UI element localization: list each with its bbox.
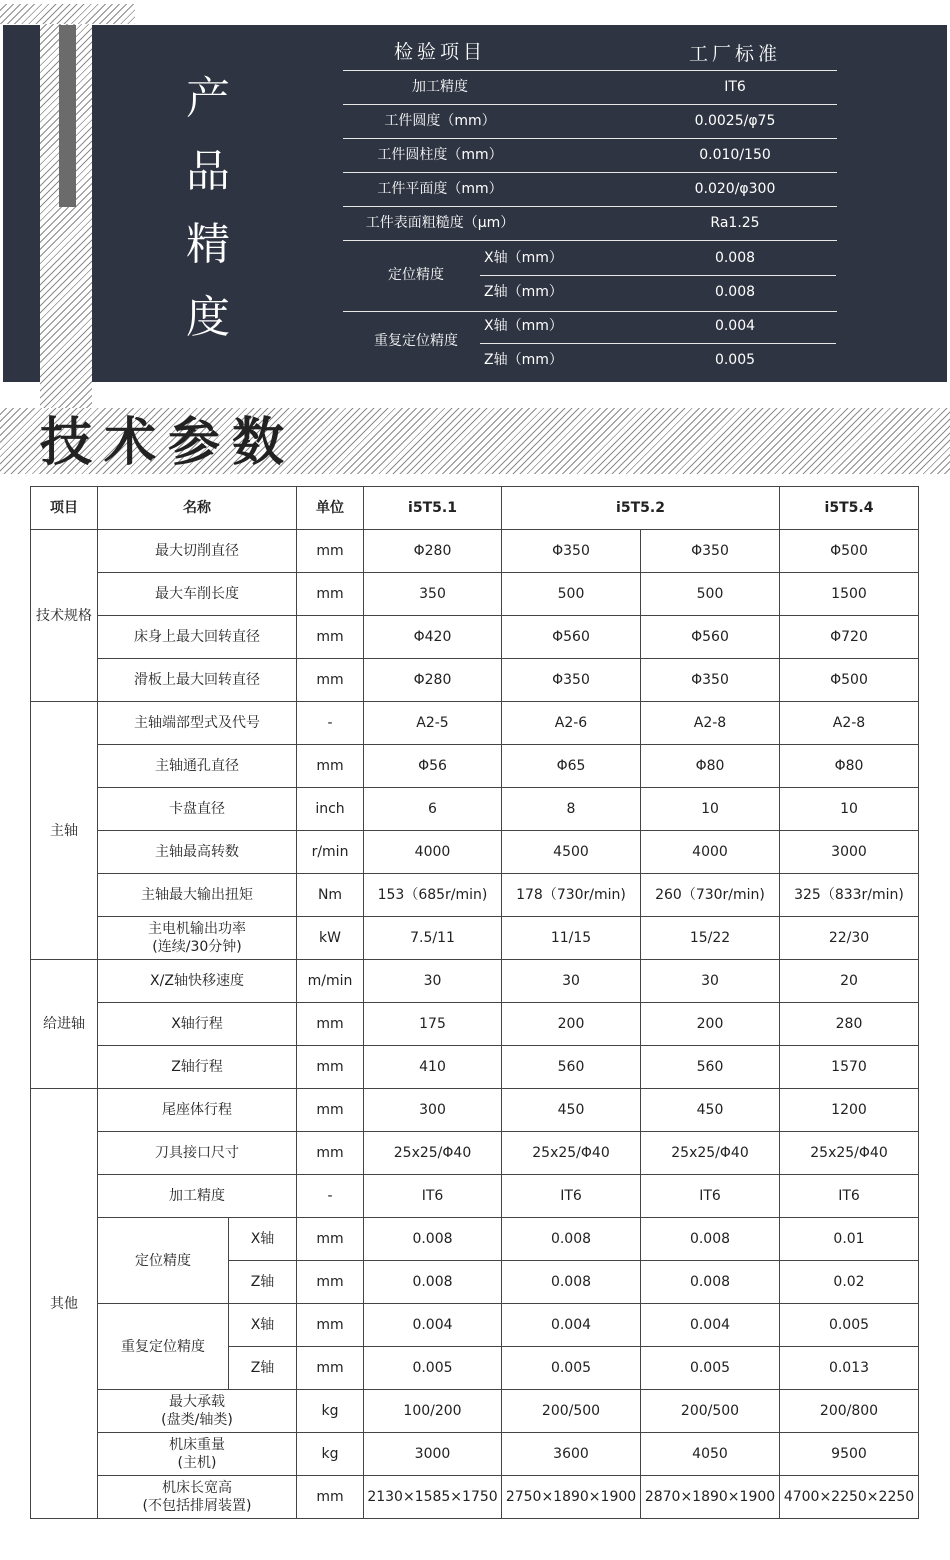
table-row xyxy=(31,788,919,831)
value-cell: 0.005 xyxy=(364,1347,502,1390)
unit-cell: mm xyxy=(297,1304,364,1347)
value-cell: 9500 xyxy=(780,1433,919,1476)
value-cell: 200 xyxy=(502,1003,641,1046)
precision-row xyxy=(343,139,837,173)
value-cell: 30 xyxy=(364,960,502,1003)
value-cell: 0.02 xyxy=(780,1261,919,1304)
precision-item: 工件表面粗糙度（μm） xyxy=(365,215,515,231)
table-row xyxy=(31,960,919,1003)
panel-title-char: 精 xyxy=(186,219,230,270)
table-row xyxy=(31,702,919,745)
table-row xyxy=(31,530,919,573)
panel-title-char: 度 xyxy=(186,292,230,343)
name-cell: 最大车削长度 xyxy=(98,573,297,616)
precision-item: 加工精度 xyxy=(412,79,468,95)
header-item: 检验项目 xyxy=(393,41,486,63)
value-cell: 0.013 xyxy=(780,1347,919,1390)
value-cell: 0.008 xyxy=(641,1261,780,1304)
unit-cell: mm xyxy=(297,1347,364,1390)
header-cell: i5T5.4 xyxy=(780,487,919,530)
value-cell: 3600 xyxy=(502,1433,641,1476)
unit-cell: mm xyxy=(297,1476,364,1519)
panel-title xyxy=(178,62,238,354)
unit-cell: mm xyxy=(297,1132,364,1175)
table-row xyxy=(31,745,919,788)
precision-row xyxy=(343,173,837,207)
unit-cell: - xyxy=(297,1175,364,1218)
value-cell: Φ350 xyxy=(502,530,641,573)
precision-axis: X轴（mm） xyxy=(484,318,563,334)
precision-row xyxy=(343,207,837,241)
unit-cell: Nm xyxy=(297,874,364,917)
name-cell: 最大切削直径 xyxy=(98,530,297,573)
value-cell: 200/800 xyxy=(780,1390,919,1433)
name-cell: 床身上最大回转直径 xyxy=(98,616,297,659)
value-cell: 11/15 xyxy=(502,917,641,960)
value-cell: 0.004 xyxy=(364,1304,502,1347)
precision-value: IT6 xyxy=(724,79,746,95)
value-cell: IT6 xyxy=(364,1175,502,1218)
precision-value: 0.008 xyxy=(714,284,756,300)
table-row xyxy=(31,1132,919,1175)
value-cell: 200/500 xyxy=(641,1390,780,1433)
name-cell: 加工精度 xyxy=(98,1175,297,1218)
value-cell: 500 xyxy=(502,573,641,616)
value-cell: 10 xyxy=(641,788,780,831)
name-cell: 主轴最大输出扭矩 xyxy=(98,874,297,917)
value-cell: Φ350 xyxy=(641,530,780,573)
value-cell: Φ80 xyxy=(641,745,780,788)
value-cell: Φ500 xyxy=(780,530,919,573)
name-line: (盘类/轴类) xyxy=(161,1412,233,1428)
value-cell: A2-5 xyxy=(364,702,502,745)
table-row xyxy=(31,1218,919,1261)
decorative-bar xyxy=(59,25,76,207)
table-row xyxy=(31,1390,919,1433)
value-cell: 153（685r/min) xyxy=(364,874,502,917)
precision-axis: Z轴（mm） xyxy=(484,352,563,368)
table-row xyxy=(31,874,919,917)
value-cell: 100/200 xyxy=(364,1390,502,1433)
unit-cell: mm xyxy=(297,1046,364,1089)
value-cell: 0.01 xyxy=(780,1218,919,1261)
value-cell: 200 xyxy=(641,1003,780,1046)
value-cell: 30 xyxy=(502,960,641,1003)
unit-cell: inch xyxy=(297,788,364,831)
value-cell: Φ720 xyxy=(780,616,919,659)
value-cell: Φ280 xyxy=(364,530,502,573)
value-cell: 22/30 xyxy=(780,917,919,960)
value-cell: 500 xyxy=(641,573,780,616)
precision-value: 0.020/φ300 xyxy=(694,181,776,197)
value-cell: 1200 xyxy=(780,1089,919,1132)
name-line: (不包括排屑装置) xyxy=(142,1498,252,1514)
precision-row xyxy=(343,71,837,105)
unit-cell: mm xyxy=(297,1003,364,1046)
value-cell: 260（730r/min) xyxy=(641,874,780,917)
value-cell: 8 xyxy=(502,788,641,831)
precision-item: 工件圆度（mm） xyxy=(384,113,496,129)
name-cell xyxy=(98,917,297,960)
panel-title-char: 产 xyxy=(186,73,230,124)
value-cell: IT6 xyxy=(502,1175,641,1218)
value-cell: 20 xyxy=(780,960,919,1003)
value-cell: Φ65 xyxy=(502,745,641,788)
value-cell: 4000 xyxy=(641,831,780,874)
value-cell: 6 xyxy=(364,788,502,831)
category-cell: 其他 xyxy=(31,1089,98,1519)
value-cell: 300 xyxy=(364,1089,502,1132)
value-cell: 1570 xyxy=(780,1046,919,1089)
category-cell: 给进轴 xyxy=(31,960,98,1089)
value-cell: 0.005 xyxy=(502,1347,641,1390)
axis-cell: X轴 xyxy=(229,1218,297,1261)
name-line: 机床长宽高 xyxy=(162,1480,232,1496)
name-cell: 刀具接口尺寸 xyxy=(98,1132,297,1175)
value-cell: 0.005 xyxy=(641,1347,780,1390)
precision-sub-row xyxy=(480,310,836,344)
value-cell: 25x25/Φ40 xyxy=(364,1132,502,1175)
value-cell: 2870×1890×1900 xyxy=(641,1476,780,1519)
name-cell: Z轴行程 xyxy=(98,1046,297,1089)
precision-value: 0.0025/φ75 xyxy=(694,113,776,129)
value-cell: 178（730r/min) xyxy=(502,874,641,917)
value-cell: 4700×2250×2250 xyxy=(780,1476,919,1519)
value-cell: 25x25/Φ40 xyxy=(641,1132,780,1175)
axis-cell: Z轴 xyxy=(229,1261,297,1304)
unit-cell: mm xyxy=(297,616,364,659)
precision-sub-row xyxy=(480,242,836,276)
table-row xyxy=(31,573,919,616)
value-cell: 4050 xyxy=(641,1433,780,1476)
header-cell: 名称 xyxy=(98,487,297,530)
precision-sub-row xyxy=(480,276,836,310)
table-row xyxy=(31,1089,919,1132)
axis-cell: X轴 xyxy=(229,1304,297,1347)
table-row xyxy=(31,1003,919,1046)
precision-axis: X轴（mm） xyxy=(484,250,563,266)
precision-item: 工件圆柱度（mm） xyxy=(377,147,503,163)
value-cell: 30 xyxy=(641,960,780,1003)
value-cell: Φ500 xyxy=(780,659,919,702)
table-row xyxy=(31,1433,919,1476)
value-cell: A2-8 xyxy=(641,702,780,745)
value-cell: 0.008 xyxy=(502,1261,641,1304)
table-row xyxy=(31,1304,919,1347)
table-row xyxy=(31,917,919,960)
precision-sub-row xyxy=(480,344,836,378)
unit-cell: mm xyxy=(297,1261,364,1304)
header-cell: i5T5.2 xyxy=(502,487,780,530)
value-cell: 25x25/Φ40 xyxy=(502,1132,641,1175)
name-cell xyxy=(98,1390,297,1433)
unit-cell: mm xyxy=(297,530,364,573)
value-cell: 3000 xyxy=(364,1433,502,1476)
precision-group-label: 定位精度 xyxy=(388,267,444,283)
value-cell: 0.008 xyxy=(641,1218,780,1261)
axis-cell: Z轴 xyxy=(229,1347,297,1390)
table-row xyxy=(31,1476,919,1519)
spec-table xyxy=(30,486,919,1519)
precision-value: 0.004 xyxy=(714,318,756,334)
value-cell: IT6 xyxy=(641,1175,780,1218)
value-cell: 7.5/11 xyxy=(364,917,502,960)
precision-group-label: 重复定位精度 xyxy=(374,333,458,349)
value-cell: 0.008 xyxy=(502,1218,641,1261)
value-cell: 0.005 xyxy=(780,1304,919,1347)
unit-cell: m/min xyxy=(297,960,364,1003)
value-cell: 560 xyxy=(502,1046,641,1089)
name-cell: 滑板上最大回转直径 xyxy=(98,659,297,702)
value-cell: 4500 xyxy=(502,831,641,874)
name-line: 机床重量 xyxy=(169,1437,225,1453)
value-cell: 350 xyxy=(364,573,502,616)
name-line: (主机) xyxy=(177,1455,217,1471)
precision-value: 0.010/150 xyxy=(699,147,771,163)
name-cell: 主轴端部型式及代号 xyxy=(98,702,297,745)
precision-value: 0.005 xyxy=(714,352,756,368)
table-row xyxy=(31,659,919,702)
unit-cell: kg xyxy=(297,1390,364,1433)
precision-item: 工件平面度（mm） xyxy=(377,181,503,197)
name-cell xyxy=(98,1433,297,1476)
unit-cell: mm xyxy=(297,659,364,702)
unit-cell: mm xyxy=(297,745,364,788)
unit-cell: mm xyxy=(297,573,364,616)
header-cell: 单位 xyxy=(297,487,364,530)
value-cell: 450 xyxy=(502,1089,641,1132)
unit-cell: mm xyxy=(297,1218,364,1261)
unit-cell: r/min xyxy=(297,831,364,874)
value-cell: Φ560 xyxy=(502,616,641,659)
name-cell: 卡盘直径 xyxy=(98,788,297,831)
name-cell: X轴行程 xyxy=(98,1003,297,1046)
value-cell: 25x25/Φ40 xyxy=(780,1132,919,1175)
value-cell: 200/500 xyxy=(502,1390,641,1433)
header-standard: 工厂标准 xyxy=(688,43,781,65)
value-cell: Φ560 xyxy=(641,616,780,659)
value-cell: 2750×1890×1900 xyxy=(502,1476,641,1519)
value-cell: 410 xyxy=(364,1046,502,1089)
value-cell: 1500 xyxy=(780,573,919,616)
value-cell: A2-6 xyxy=(502,702,641,745)
value-cell: Φ350 xyxy=(641,659,780,702)
table-row xyxy=(31,616,919,659)
value-cell: 0.004 xyxy=(641,1304,780,1347)
value-cell: 4000 xyxy=(364,831,502,874)
value-cell: Φ350 xyxy=(502,659,641,702)
name-cell: 主轴通孔直径 xyxy=(98,745,297,788)
panel-title-char: 品 xyxy=(186,146,230,197)
category-cell: 技术规格 xyxy=(31,530,98,702)
name-line: 最大承载 xyxy=(169,1394,225,1410)
name-cell: X/Z轴快移速度 xyxy=(98,960,297,1003)
value-cell: 2130×1585×1750 xyxy=(364,1476,502,1519)
header-cell: 项目 xyxy=(31,487,98,530)
value-cell: IT6 xyxy=(780,1175,919,1218)
value-cell: 175 xyxy=(364,1003,502,1046)
value-cell: Φ420 xyxy=(364,616,502,659)
value-cell: 10 xyxy=(780,788,919,831)
value-cell: 0.008 xyxy=(364,1261,502,1304)
value-cell: Φ56 xyxy=(364,745,502,788)
unit-cell: - xyxy=(297,702,364,745)
value-cell: 0.008 xyxy=(364,1218,502,1261)
precision-value: Ra1.25 xyxy=(710,215,760,231)
precision-axis: Z轴（mm） xyxy=(484,284,563,300)
value-cell: Φ80 xyxy=(780,745,919,788)
hatch-decoration xyxy=(0,4,135,24)
value-cell: 325（833r/min) xyxy=(780,874,919,917)
value-cell: Φ280 xyxy=(364,659,502,702)
unit-cell: kg xyxy=(297,1433,364,1476)
category-cell: 主轴 xyxy=(31,702,98,960)
table-row xyxy=(31,1175,919,1218)
value-cell: 0.004 xyxy=(502,1304,641,1347)
value-cell: 280 xyxy=(780,1003,919,1046)
precision-row xyxy=(343,105,837,139)
value-cell: 560 xyxy=(641,1046,780,1089)
name-cell xyxy=(98,1476,297,1519)
value-cell: A2-8 xyxy=(780,702,919,745)
name-line: 主电机输出功率 xyxy=(148,921,246,937)
unit-cell: mm xyxy=(297,1089,364,1132)
group-cell: 重复定位精度 xyxy=(98,1304,229,1390)
name-line: (连续/30分钟) xyxy=(152,939,242,955)
table-row xyxy=(31,831,919,874)
table-header-row xyxy=(31,487,919,530)
header-cell: i5T5.1 xyxy=(364,487,502,530)
value-cell: 15/22 xyxy=(641,917,780,960)
name-cell: 主轴最高转数 xyxy=(98,831,297,874)
table-row xyxy=(31,1046,919,1089)
value-cell: 3000 xyxy=(780,831,919,874)
value-cell: 450 xyxy=(641,1089,780,1132)
precision-value: 0.008 xyxy=(714,250,756,266)
group-cell: 定位精度 xyxy=(98,1218,229,1304)
name-cell: 尾座体行程 xyxy=(98,1089,297,1132)
section-title: 技术参数 xyxy=(40,412,297,473)
unit-cell: kW xyxy=(297,917,364,960)
